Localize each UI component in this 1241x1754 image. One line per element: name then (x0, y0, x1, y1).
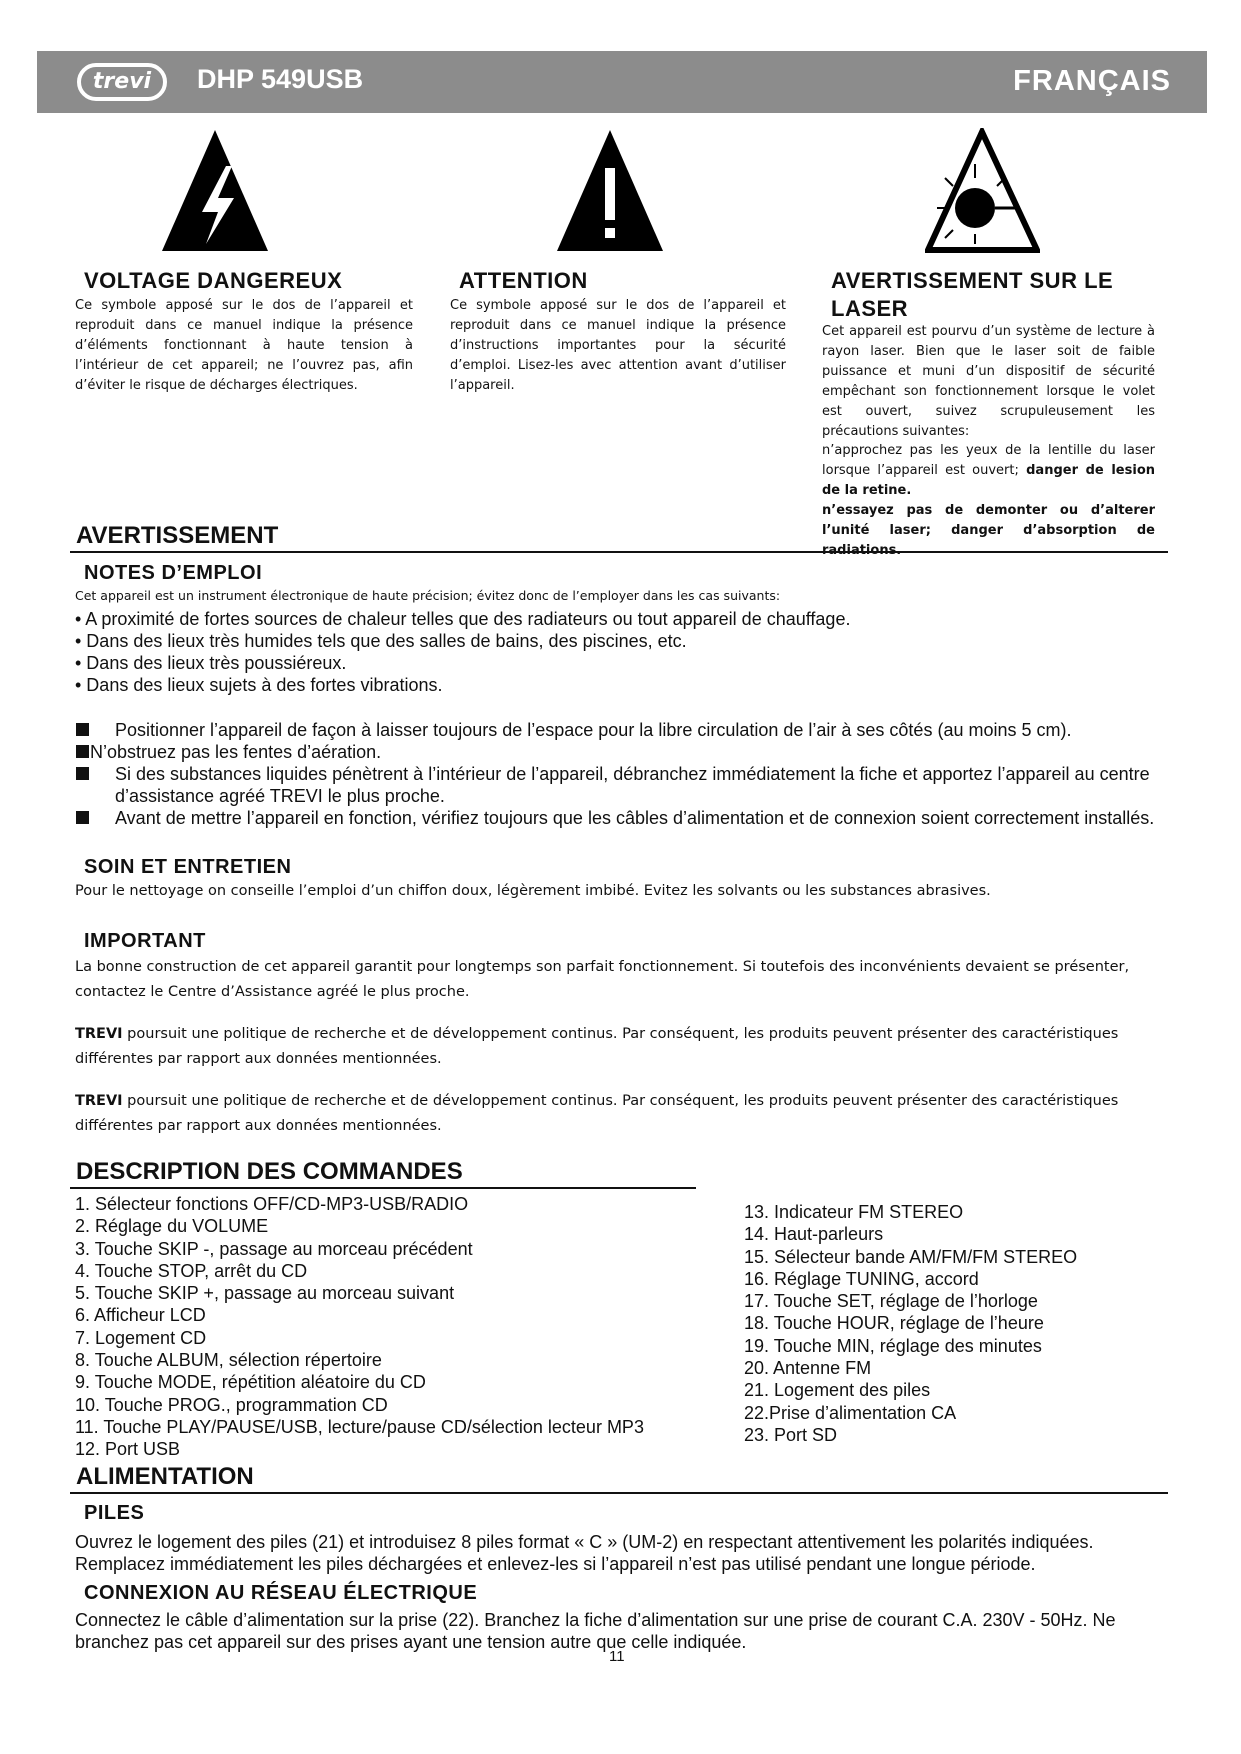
commandes-title: DESCRIPTION DES COMMANDES (76, 1158, 463, 1185)
notes-emploi-title: NOTES D’EMPLOI (84, 562, 263, 584)
list-item (75, 807, 1170, 829)
reseau-text-2: branchez pas cet appareil sur des prises ayant une tension autre que celle indiquée. (75, 1632, 747, 1652)
list-item: 16. Réglage TUNING, accord (744, 1268, 979, 1289)
page-number: 11 (609, 1648, 625, 1665)
laser-title-line1: AVERTISSEMENT SUR LE (831, 268, 1114, 293)
attention-text: Ce symbole apposé sur le dos de l’appareil et reproduit dans ce manuel indique la présence d’instructions importantes pour la sécurité d’emploi. Lisez-les avec attention avant d’utiliser l’appareil. (450, 298, 786, 393)
precaution-text: Si des substances liquides pénètrent à l’intérieur de l’appareil, débranchez immédiatement la fiche et apportez l’appareil au centre d’assistance agréé TREVI le plus proche. (115, 764, 1150, 806)
precaution-text: N’obstruez pas les fentes d’aération. (90, 742, 382, 762)
exclamation-warning-icon (555, 128, 665, 253)
list-item: 19. Touche MIN, réglage des minutes (744, 1335, 1042, 1356)
list-item: 4. Touche STOP, arrêt du CD (75, 1260, 308, 1281)
list-item (75, 741, 1170, 763)
list-item: 5. Touche SKIP +, passage au morceau suivant (75, 1283, 455, 1304)
trevi-policy-1 (75, 1022, 1170, 1072)
list-item: 8. Touche ALBUM, sélection répertoire (75, 1350, 382, 1371)
list-item: 10. Touche PROG., programmation CD (75, 1394, 388, 1415)
trevi-brand: TREVI (75, 1026, 123, 1042)
list-item: 1. Sélecteur fonctions OFF/CD-MP3-USB/RADIO (75, 1194, 469, 1214)
alimentation-title: ALIMENTATION (76, 1463, 254, 1490)
list-item: 9. Touche MODE, répétition aléatoire du CD (75, 1372, 426, 1393)
trevi-brand: TREVI (75, 1093, 123, 1109)
list-item (75, 719, 1170, 741)
list-item: 21. Logement des piles (744, 1380, 931, 1401)
piles-text-1: Ouvrez le logement des piles (21) et introduisez 8 piles format « C » (UM-2) en respectant attentivement les polarités indiquées. (75, 1532, 1094, 1552)
alimentation-divider (70, 1492, 1168, 1494)
list-item: 17. Touche SET, réglage de l’horloge (744, 1291, 1038, 1312)
laser-warning-icon (925, 128, 1040, 253)
list-item: 20. Antenne FM (744, 1358, 872, 1379)
precautions-list (75, 719, 1170, 829)
list-item: 14. Haut-parleurs (744, 1224, 884, 1245)
list-item: 22.Prise d’alimentation CA (744, 1402, 957, 1423)
list-item: 2. Réglage du VOLUME (75, 1216, 269, 1237)
laser-text: Cet appareil est pourvu d’un système de lecture à rayon laser. Bien que le laser soit de faible puissance et muni d’un dispositif de sécurité empêchant son fonctionnement lorsque le volet est ouvert, suivez scrupuleusement les précautions suivantes: (822, 324, 1155, 439)
voltage-title: VOLTAGE DANGEREUX (84, 268, 343, 293)
commandes-divider (70, 1187, 696, 1189)
important-text: La bonne construction de cet appareil garantit pour longtemps son parfait fonctionnement. Si toutefois des inconvénients devaient se présenter, contactez le Centre d’Assistance agréé le plus proche. (75, 959, 1130, 1000)
list-item: 6. Afficheur LCD (75, 1305, 206, 1326)
list-item: • A proximité de fortes sources de chaleur telles que des radiateurs ou tout appareil de chauffage. (75, 609, 851, 629)
list-item: 11. Touche PLAY/PAUSE/USB, lecture/pause CD/sélection lecteur MP3 (75, 1416, 644, 1437)
piles-text-2: Remplacez immédiatement les piles déchargées et enlevez-les si l’appareil n’est pas utilisé pendant une longue période. (75, 1554, 1036, 1574)
list-item: • Dans des lieux très humides tels que des salles de bains, des piscines, etc. (75, 631, 687, 651)
list-item: 23. Port SD (744, 1424, 838, 1445)
list-item: 7. Logement CD (75, 1327, 207, 1348)
notes-intro: Cet appareil est un instrument électronique de haute précision; évitez donc de l’employer dans les cas suivants: (75, 588, 781, 603)
list-item: • Dans des lieux sujets à des fortes vibrations. (75, 675, 443, 695)
soin-text: Pour le nettoyage on conseille l’emploi d’un chiffon doux, légèrement imbibé. Evitez les solvants ou les substances abrasives. (75, 883, 991, 899)
important-title: IMPORTANT (84, 930, 206, 952)
list-item: 18. Touche HOUR, réglage de l’heure (744, 1313, 1044, 1334)
reseau-title: CONNEXION AU RÉSEAU ÉLECTRIQUE (84, 1582, 478, 1604)
precaution-text: Positionner l’appareil de façon à laisser toujours de l’espace pour la libre circulation de l’air à ses côtés (au moins 5 cm). (115, 720, 1072, 740)
soin-title: SOIN ET ENTRETIEN (84, 856, 292, 878)
attention-title: ATTENTION (459, 268, 588, 293)
high-voltage-icon (160, 128, 270, 253)
header-bar (37, 51, 1207, 113)
section-divider (70, 551, 1168, 553)
list-item (75, 763, 1170, 807)
trevi-policy-text: poursuit une politique de recherche et de développement continus. Par conséquent, les produits peuvent présenter des caractéristiques différentes par rapport aux données mentionnées. (75, 1026, 1119, 1067)
language-label: FRANÇAIS (1013, 65, 1171, 97)
laser-note-2: n’essayez pas de demonter ou d’alterer l’unité laser; danger d’absorption de (822, 503, 1155, 538)
laser-title-line2: LASER (831, 296, 909, 321)
list-item: 12. Port USB (75, 1439, 181, 1460)
voltage-text: Ce symbole apposé sur le dos de l’appareil et reproduit dans ce manuel indique la présence d’éléments fonctionnant à haute tension à l’intérieur de cet appareil; ne l’ouvrez pas, afin d’éviter le risque de décharges électriques. (75, 298, 413, 393)
list-item: • Dans des lieux très poussiéreux. (75, 653, 347, 673)
avertissement-title: AVERTISSEMENT (76, 522, 279, 549)
piles-title: PILES (84, 1502, 145, 1524)
model-name: DHP 549USB (197, 64, 364, 94)
list-item: 15. Sélecteur bande AM/FM/FM STEREO (744, 1246, 1078, 1267)
trevi-logo: trevi (77, 63, 167, 101)
notes-bullet-list (75, 608, 1165, 696)
list-item: 13. Indicateur FM STEREO (744, 1202, 964, 1222)
commandes-left-list (75, 1193, 695, 1461)
square-bullet-icon (76, 767, 89, 780)
list-item: 3. Touche SKIP -, passage au morceau précédent (75, 1238, 473, 1259)
precaution-text: Avant de mettre l’appareil en fonction, vérifiez toujours que les câbles d’alimentation et de connexion soient correctement installés. (115, 808, 1155, 828)
trevi-policy-text: poursuit une politique de recherche et de développement continus. Par conséquent, les produits peuvent présenter des caractéristiques différentes par rapport aux données mentionnées. (75, 1093, 1119, 1134)
square-bullet-icon (76, 745, 89, 758)
square-bullet-icon (76, 811, 89, 824)
laser-note-1 (822, 441, 1155, 501)
trevi-policy-2 (75, 1089, 1170, 1139)
square-bullet-icon (76, 723, 89, 736)
commandes-right-list (744, 1201, 1174, 1446)
reseau-text-1: Connectez le câble d’alimentation sur la prise (22). Branchez la fiche d’alimentation sur une prise de courant C.A. 230V - 50Hz. Ne (75, 1610, 1116, 1630)
laser-note-1-bold: danger de lesion de la retine. (822, 463, 1156, 498)
laser-note-1-text: n’approchez pas les yeux de la lentille du laser lorsque l’appareil est ouvert; (822, 443, 1155, 478)
